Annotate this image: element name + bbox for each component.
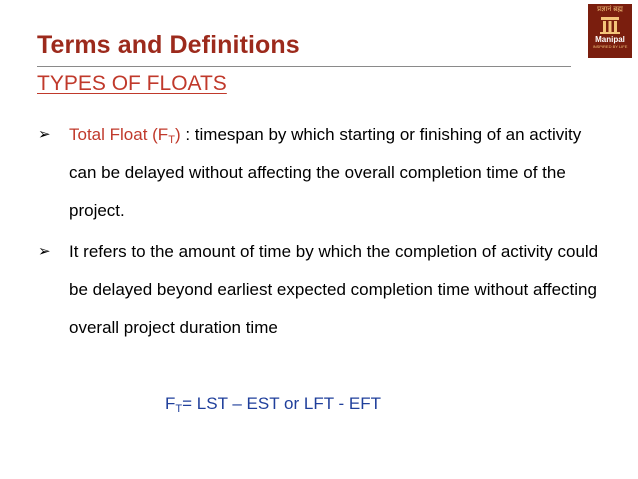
- explanation-text: It refers to the amount of time by which the completion of activity could be delayed beyond earliest expected completion time without affecting overall project duration time: [69, 242, 599, 337]
- logo-motto: प्रज्ञानं ब्रह्म: [597, 6, 623, 13]
- manipal-emblem-icon: [599, 15, 621, 35]
- bullet-total-float: [38, 116, 608, 230]
- bullet-explanation: [38, 233, 608, 347]
- logo-tagline: INSPIRED BY LIFE: [592, 44, 628, 49]
- term-text: Total Float (F: [69, 125, 169, 144]
- manipal-logo: [588, 4, 632, 58]
- arrow-bullet-icon: ➢: [38, 126, 51, 143]
- total-float-term: [69, 125, 181, 144]
- formula-rhs: = LST – EST or LFT - EFT: [182, 394, 381, 413]
- term-subscript: T: [168, 134, 175, 146]
- arrow-bullet-icon: ➢: [38, 243, 51, 260]
- logo-name: Manipal: [595, 35, 625, 44]
- total-float-definition: : timespan by which starting or finishing of an activity can be delayed without affecting the overall completion time of the project.: [69, 125, 582, 220]
- bullet-list: [38, 116, 608, 350]
- formula-lhs: F: [165, 394, 176, 413]
- formula-lhs-subscript: T: [175, 403, 183, 415]
- total-float-formula: [165, 390, 381, 418]
- term-close: ): [174, 125, 181, 144]
- page-title: Terms and Definitions: [37, 31, 300, 59]
- title-divider: [37, 66, 571, 67]
- section-subtitle: TYPES OF FLOATS: [37, 72, 227, 95]
